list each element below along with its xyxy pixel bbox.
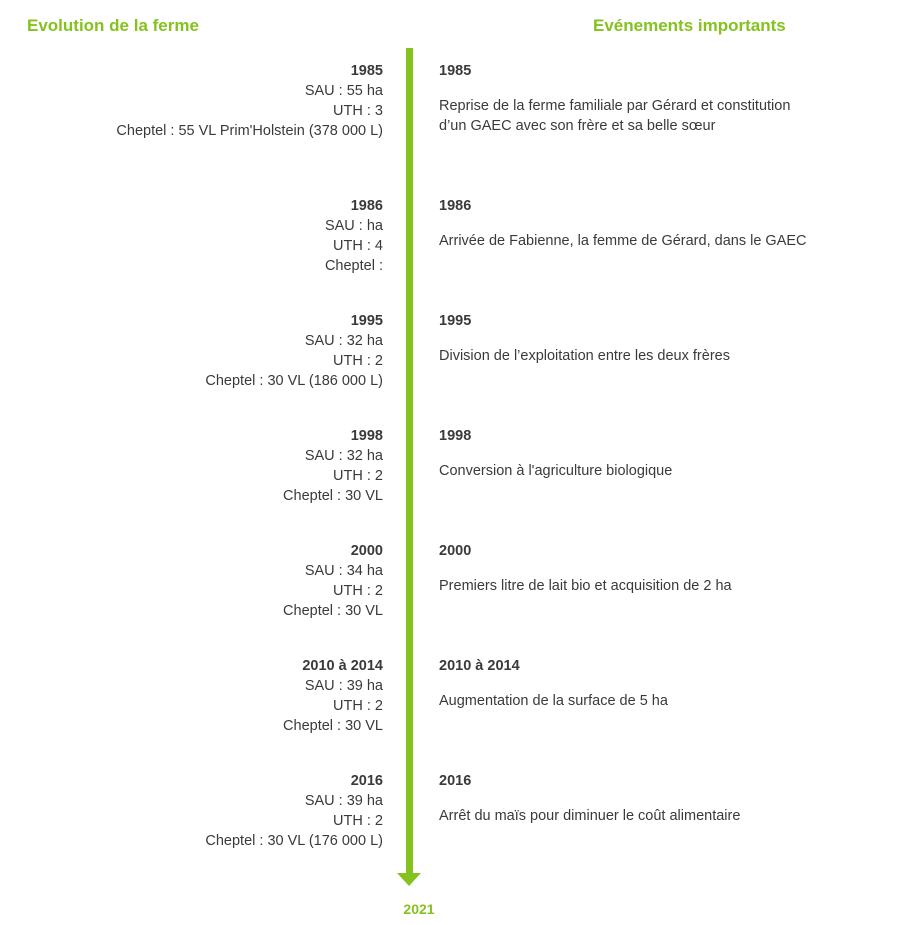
timeline-entry	[0, 771, 899, 871]
farm-uth: UTH : 2	[333, 813, 383, 829]
event-description: Division de l’exploitation entre les deux frères	[439, 348, 730, 364]
farm-uth: UTH : 2	[333, 583, 383, 599]
farm-uth: UTH : 2	[333, 353, 383, 369]
timeline-arrow-icon	[397, 873, 421, 886]
farm-stats	[116, 61, 383, 141]
farm-cheptel: Cheptel : 55 VL Prim'Holstein (378 000 L)	[116, 123, 383, 139]
farm-stats	[283, 426, 383, 506]
farm-uth: UTH : 4	[333, 238, 383, 254]
event-year: 2016	[439, 773, 472, 789]
event-year: 1986	[439, 198, 472, 214]
farm-evolution-title: Evolution de la ferme	[27, 16, 199, 35]
event-description: Conversion à l'agriculture biologique	[439, 463, 673, 479]
timeline-entry	[0, 541, 899, 641]
farm-sau: SAU : 32 ha	[304, 448, 383, 464]
timeline-entry	[0, 311, 899, 411]
farm-year: 1998	[350, 428, 383, 444]
event-description: Reprise de la ferme familiale par Gérard et constitution d’un GAEC avec son frère et sa belle sœur	[439, 98, 791, 134]
farm-cheptel: Cheptel : 30 VL (176 000 L)	[205, 833, 383, 849]
farm-stats	[205, 311, 383, 391]
timeline-entry	[0, 656, 899, 756]
timeline-entry	[0, 61, 899, 161]
event-block	[439, 771, 839, 826]
event-block	[439, 196, 839, 251]
farm-year: 1985	[350, 63, 383, 79]
timeline-entry	[0, 196, 899, 296]
event-block	[439, 61, 839, 136]
farm-sau: SAU : 34 ha	[304, 563, 383, 579]
event-year: 1985	[439, 63, 472, 79]
farm-uth: UTH : 2	[333, 698, 383, 714]
farm-year: 2010 à 2014	[302, 658, 383, 674]
event-year: 2010 à 2014	[439, 658, 520, 674]
farm-stats	[205, 771, 383, 851]
farm-uth: UTH : 2	[333, 468, 383, 484]
farm-year: 2016	[350, 773, 383, 789]
farm-year: 1995	[350, 313, 383, 329]
farm-cheptel: Cheptel : 30 VL	[283, 718, 383, 734]
farm-sau: SAU : 32 ha	[304, 333, 383, 349]
farm-cheptel: Cheptel : 30 VL	[283, 488, 383, 504]
farm-sau: SAU : 39 ha	[304, 793, 383, 809]
event-description: Augmentation de la surface de 5 ha	[439, 693, 668, 709]
farm-stats	[283, 656, 383, 736]
farm-sau: SAU : ha	[324, 218, 383, 234]
timeline-entry	[0, 426, 899, 526]
important-events-title: Evénements importants	[593, 16, 786, 35]
event-year: 1995	[439, 313, 472, 329]
event-description: Arrêt du maïs pour diminuer le coût alimentaire	[439, 808, 741, 824]
event-block	[439, 426, 839, 481]
event-description: Premiers litre de lait bio et acquisition de 2 ha	[439, 578, 732, 594]
farm-cheptel: Cheptel : 30 VL	[283, 603, 383, 619]
timeline-end-year: 2021	[403, 901, 435, 917]
event-year: 2000	[439, 543, 472, 559]
event-year: 1998	[439, 428, 472, 444]
farm-sau: SAU : 39 ha	[304, 678, 383, 694]
farm-cheptel: Cheptel :	[324, 258, 383, 274]
farm-sau: SAU : 55 ha	[304, 83, 383, 99]
farm-uth: UTH : 3	[333, 103, 383, 119]
farm-year: 2000	[350, 543, 383, 559]
event-description: Arrivée de Fabienne, la femme de Gérard, dans le GAEC	[439, 233, 807, 249]
farm-cheptel: Cheptel : 30 VL (186 000 L)	[205, 373, 383, 389]
farm-year: 1986	[350, 198, 383, 214]
farm-stats	[283, 541, 383, 621]
event-block	[439, 541, 839, 596]
event-block	[439, 656, 839, 711]
farm-stats	[325, 196, 383, 276]
event-block	[439, 311, 839, 366]
